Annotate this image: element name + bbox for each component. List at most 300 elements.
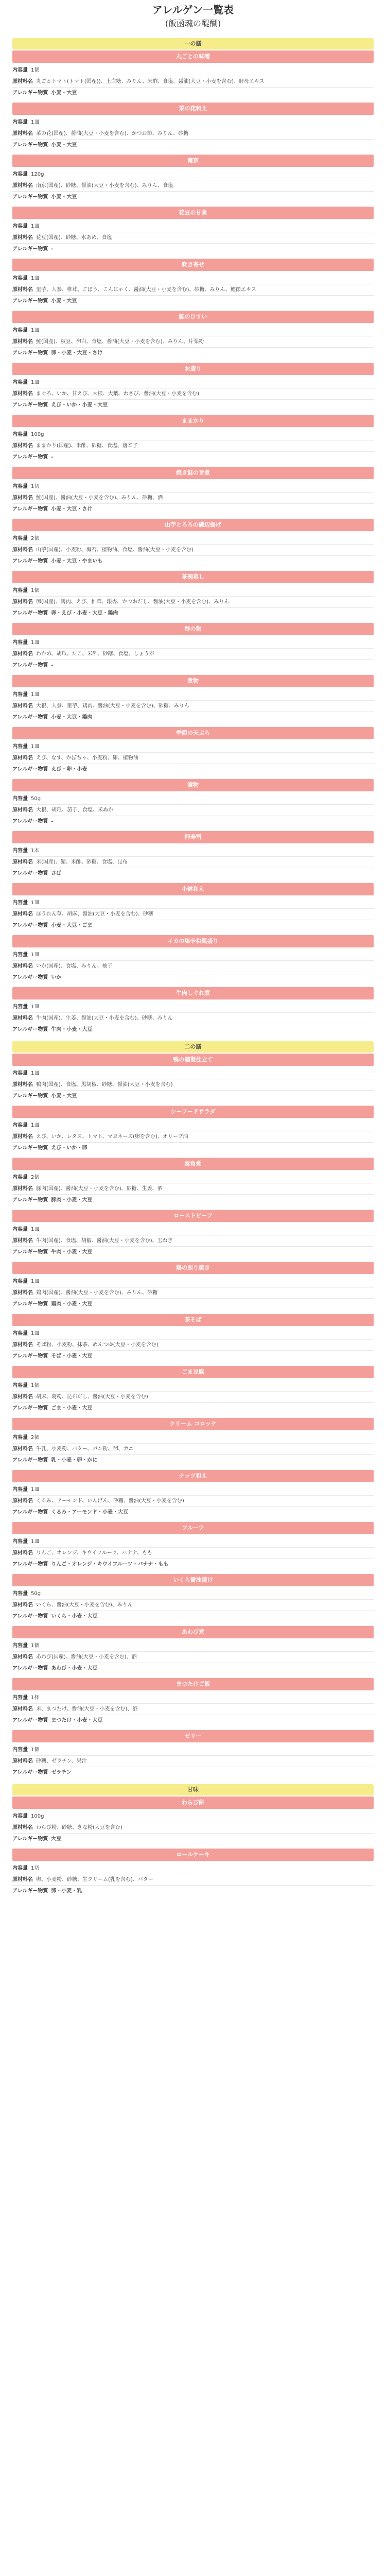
category-header: 一の膳 xyxy=(12,38,374,49)
allergen-row xyxy=(12,1194,374,1206)
product-title: 菜の花和え xyxy=(12,103,374,115)
content-value: 1皿 xyxy=(31,224,40,229)
ingredients-value: えび、いか、レタス、トマト、マヨネーズ(卵を含む)、オリーブ油 xyxy=(36,1134,188,1140)
content-row xyxy=(12,1811,374,1822)
content-label: 内容量 xyxy=(12,484,28,489)
ingredients-value: ほうれん草、胡麻、醤油(大豆・小麦を含む)、砂糖 xyxy=(36,911,153,917)
product-item xyxy=(12,1730,374,1781)
allergen-label: アレルギー物質 xyxy=(12,1027,48,1032)
product-item xyxy=(12,1470,374,1521)
allergen-value: えび・いか・卵 xyxy=(51,1145,87,1151)
ingredients-value: 鶏肉(国産)、醤油(大豆・小麦を含む)、みりん、砂糖 xyxy=(36,1290,158,1296)
allergen-value: 豚肉・小麦・大豆 xyxy=(51,1197,93,1203)
allergen-row xyxy=(12,816,374,827)
content-value: 2個 xyxy=(31,1175,40,1180)
product-details xyxy=(12,1809,374,1848)
content-value: 1皿 xyxy=(31,1004,40,1010)
allergen-value: 小麦・大豆 xyxy=(51,1093,77,1099)
product-details xyxy=(12,791,374,830)
product-item xyxy=(12,1106,374,1157)
page-header xyxy=(0,0,386,35)
product-title: 季節の天ぷら xyxy=(12,727,374,739)
content-label: 内容量 xyxy=(12,640,28,646)
ingredients-row xyxy=(12,180,374,191)
product-details xyxy=(12,323,374,362)
allergen-value: 小麦・大豆 xyxy=(51,142,77,148)
ingredients-row xyxy=(12,1183,374,1194)
content-value: 50g xyxy=(31,796,41,802)
ingredients-label: 原材料名 xyxy=(12,1186,33,1192)
ingredients-row xyxy=(12,908,374,920)
content-row xyxy=(12,1432,374,1443)
content-label: 内容量 xyxy=(12,67,28,73)
allergen-value: いくら・小麦・大豆 xyxy=(51,1614,98,1619)
content-row xyxy=(12,1588,374,1599)
content-value: 1個 xyxy=(31,67,40,73)
content-value: 1皿 xyxy=(31,1539,40,1545)
content-value: 1皿 xyxy=(31,1331,40,1336)
ingredients-row xyxy=(12,388,374,399)
allergen-value: 小麦・大豆 xyxy=(51,90,77,96)
content-row xyxy=(12,1002,374,1012)
content-row xyxy=(12,1276,374,1287)
ingredients-value: 牛乳、小麦粉、バター、パン粉、卵、カニ xyxy=(36,1446,134,1452)
product-title: 豚角煮 xyxy=(12,1158,374,1170)
product-details xyxy=(12,1378,374,1417)
product-item xyxy=(12,831,374,882)
ingredients-label: 原材料名 xyxy=(12,1825,33,1831)
ingredients-label: 原材料名 xyxy=(12,807,33,813)
allergen-row xyxy=(12,503,374,515)
product-details xyxy=(12,531,374,570)
content-label: 内容量 xyxy=(12,1814,28,1819)
allergen-value: 小麦・大豆・ごま xyxy=(51,923,93,928)
ingredients-row xyxy=(12,1131,374,1142)
product-item xyxy=(12,103,374,154)
allergen-row xyxy=(12,1715,374,1726)
product-item xyxy=(12,415,374,466)
allergen-value: - xyxy=(51,246,54,252)
allergen-row xyxy=(12,243,374,255)
content-value: 1切 xyxy=(31,484,40,489)
ingredients-label: 原材料名 xyxy=(12,703,33,709)
product-details xyxy=(12,1690,374,1729)
product-item xyxy=(12,1366,374,1417)
product-title: 小鉢和え xyxy=(12,883,374,895)
ingredients-row xyxy=(12,76,374,87)
allergen-label: アレルギー物質 xyxy=(12,246,48,252)
allergen-label: アレルギー物質 xyxy=(12,350,48,356)
allergen-value: 卵・小麦・大豆・さけ xyxy=(51,350,103,356)
content-row xyxy=(12,1640,374,1651)
allergen-label: アレルギー物質 xyxy=(12,975,48,980)
product-title: フルーツ xyxy=(12,1522,374,1534)
product-item xyxy=(12,1678,374,1729)
content-row xyxy=(12,1120,374,1131)
product-details xyxy=(12,1118,374,1157)
allergen-value: そば・小麦・大豆 xyxy=(51,1353,93,1359)
content-value: 2個 xyxy=(31,536,40,541)
product-title: ままかり xyxy=(12,415,374,427)
ingredients-label: 原材料名 xyxy=(12,495,33,501)
ingredients-label: 原材料名 xyxy=(12,1706,33,1712)
allergen-label: アレルギー物質 xyxy=(12,1614,48,1619)
content-label: 内容量 xyxy=(12,1643,28,1649)
allergen-label: アレルギー物質 xyxy=(12,611,48,616)
content-row xyxy=(12,1744,374,1755)
content-label: 内容量 xyxy=(12,692,28,698)
product-details xyxy=(12,1170,374,1209)
product-item xyxy=(12,935,374,986)
product-details xyxy=(12,271,374,310)
ingredients-row xyxy=(12,856,374,868)
ingredients-value: 鮭(国産)、醤油(大豆・小麦を含む)、みりん、砂糖、酒 xyxy=(36,495,163,501)
ingredients-row xyxy=(12,1339,374,1350)
content-value: 1皿 xyxy=(31,120,40,125)
content-label: 内容量 xyxy=(12,1175,28,1180)
content-value: 1皿 xyxy=(31,1279,40,1284)
ingredients-row xyxy=(12,804,374,816)
ingredients-row xyxy=(12,440,374,451)
ingredients-label: 原材料名 xyxy=(12,183,33,189)
ingredients-row xyxy=(12,1599,374,1611)
content-label: 内容量 xyxy=(12,380,28,385)
content-row xyxy=(12,1484,374,1495)
ingredients-value: 牛肉(国産)、生姜、醤油(大豆・小麦を含む)、砂糖、みりん xyxy=(36,1015,173,1021)
allergen-value: えび・卵・小麦 xyxy=(51,767,87,772)
content-value: 1皿 xyxy=(31,640,40,646)
allergen-value: りんご・オレンジ・キウイフルーツ・バナナ・もも xyxy=(51,1562,169,1567)
ingredients-label: 原材料名 xyxy=(12,79,33,84)
ingredients-row xyxy=(12,1012,374,1024)
product-item xyxy=(12,207,374,258)
allergen-row xyxy=(12,1558,374,1570)
product-item xyxy=(12,623,374,674)
content-row xyxy=(12,1328,374,1339)
product-details xyxy=(12,1861,374,1900)
allergen-value: くるみ・アーモンド・小麦・大豆 xyxy=(51,1510,129,1515)
allergen-row xyxy=(12,1246,374,1258)
allergen-label: アレルギー物質 xyxy=(12,1836,48,1842)
product-title: 茶そば xyxy=(12,1314,374,1326)
ingredients-value: まぐろ、いか、甘えび、大根、大葉、わさび、醤油(大豆・小麦を含む) xyxy=(36,391,200,397)
content-label: 内容量 xyxy=(12,796,28,802)
ingredients-value: あわび(国産)、醤油(大豆・小麦を含む)、酒 xyxy=(36,1654,137,1660)
allergen-value: 卵・小麦・乳 xyxy=(51,1888,82,1894)
allergen-row xyxy=(12,1663,374,1674)
product-title: あわび煮 xyxy=(12,1626,374,1638)
content-label: 内容量 xyxy=(12,1071,28,1076)
allergen-value: ゼラチン xyxy=(51,1770,72,1775)
allergen-row xyxy=(12,1767,374,1778)
ingredients-value: 菜の花(国産)、醤油(大豆・小麦を含む)、かつお節、みりん、砂糖 xyxy=(36,131,189,137)
product-details xyxy=(12,1586,374,1625)
ingredients-value: 胡麻、葛粉、昆布だし、醤油(大豆・小麦を含む) xyxy=(36,1394,148,1400)
allergen-value: 小麦・大豆・鶏肉 xyxy=(51,715,93,720)
content-value: 1皿 xyxy=(31,328,40,333)
allergen-label: アレルギー物質 xyxy=(12,1888,48,1894)
allergen-label: アレルギー物質 xyxy=(12,142,48,148)
allergen-label: アレルギー物質 xyxy=(12,1718,48,1723)
content-row xyxy=(12,1172,374,1183)
ingredients-label: 原材料名 xyxy=(12,599,33,605)
product-details xyxy=(12,687,374,726)
content-row xyxy=(12,169,374,180)
allergen-row xyxy=(12,1833,374,1844)
ingredients-label: 原材料名 xyxy=(12,1238,33,1244)
product-title: 鶏の照り焼き xyxy=(12,1262,374,1274)
product-details xyxy=(12,895,374,934)
product-details xyxy=(12,843,374,882)
allergen-row xyxy=(12,1142,374,1154)
allergen-row xyxy=(12,399,374,411)
content-label: 内容量 xyxy=(12,536,28,541)
allergen-label: アレルギー物質 xyxy=(12,1353,48,1359)
ingredients-value: 南京(国産)、砂糖、醤油(大豆・小麦を含む)、みりん、食塩 xyxy=(36,183,173,189)
content-label: 内容量 xyxy=(12,1331,28,1336)
product-item xyxy=(12,363,374,414)
content-label: 内容量 xyxy=(12,1004,28,1010)
content-value: 1個 xyxy=(31,1643,40,1649)
content-value: 1個 xyxy=(31,1383,40,1388)
product-item xyxy=(12,1418,374,1469)
ingredients-label: 原材料名 xyxy=(12,755,33,761)
ingredients-label: 原材料名 xyxy=(12,1134,33,1140)
product-item xyxy=(12,50,374,101)
product-item xyxy=(12,1054,374,1105)
product-title: わらび餅 xyxy=(12,1797,374,1809)
content-value: 1本 xyxy=(31,848,40,854)
product-item xyxy=(12,571,374,622)
allergen-value: 小麦・大豆・やまいも xyxy=(51,558,103,564)
allergen-row xyxy=(12,764,374,775)
ingredients-row xyxy=(12,544,374,555)
ingredients-row xyxy=(12,1874,374,1885)
allergen-label: アレルギー物質 xyxy=(12,1666,48,1671)
product-item xyxy=(12,155,374,206)
ingredients-row xyxy=(12,492,374,503)
product-item xyxy=(12,1314,374,1365)
product-title: ロールケーキ xyxy=(12,1849,374,1861)
allergen-row xyxy=(12,555,374,567)
content-value: 1皿 xyxy=(31,952,40,958)
allergen-value: さば xyxy=(51,871,62,876)
ingredients-value: 山芋(国産)、小麦粉、海苔、植物油、食塩、醤油(大豆・小麦を含む) xyxy=(36,547,194,553)
ingredients-value: 卵(国産)、鶏肉、えび、椎茸、銀杏、かつおだし、醤油(大豆・小麦を含む)、みりん xyxy=(36,599,230,605)
content-row xyxy=(12,325,374,336)
content-value: 1皿 xyxy=(31,692,40,698)
allergen-row xyxy=(12,607,374,619)
product-title: まつたけご飯 xyxy=(12,1678,374,1690)
content-value: 1皿 xyxy=(31,380,40,385)
allergen-label: アレルギー物質 xyxy=(12,454,48,460)
allergen-label: アレルギー物質 xyxy=(12,1458,48,1463)
ingredients-label: 原材料名 xyxy=(12,1498,33,1504)
content-label: 内容量 xyxy=(12,328,28,333)
ingredients-label: 原材料名 xyxy=(12,547,33,553)
allergen-row xyxy=(12,139,374,150)
allergen-list xyxy=(0,38,386,1900)
product-title: 鴨の燻製仕立て xyxy=(12,1054,374,1066)
content-row xyxy=(12,585,374,596)
ingredients-label: 原材料名 xyxy=(12,1602,33,1608)
ingredients-row xyxy=(12,648,374,659)
content-row xyxy=(12,117,374,128)
ingredients-label: 原材料名 xyxy=(12,1877,33,1883)
content-label: 内容量 xyxy=(12,588,28,594)
ingredients-value: 花豆(国産)、砂糖、水あめ、食塩 xyxy=(36,235,112,241)
ingredients-value: 鮭(国産)、枝豆、卵白、食塩、醤油(大豆・小麦を含む)、みりん、片栗粉 xyxy=(36,339,204,345)
content-label: 内容量 xyxy=(12,1539,28,1545)
product-details xyxy=(12,635,374,674)
allergen-row xyxy=(12,1506,374,1518)
allergen-value: 乳・小麦・卵・かに xyxy=(51,1458,98,1463)
product-details xyxy=(12,1638,374,1677)
ingredients-value: 牛肉(国産)、食塩、胡椒、醤油(大豆・小麦を含む)、玉ねぎ xyxy=(36,1238,173,1244)
allergen-label: アレルギー物質 xyxy=(12,663,48,668)
content-row xyxy=(12,950,374,960)
ingredients-row xyxy=(12,1822,374,1833)
product-details xyxy=(12,115,374,154)
ingredients-value: 里芋、人参、椎茸、ごぼう、こんにゃく、醤油(大豆・小麦を含む)、砂糖、みりん、鰹節エキス xyxy=(36,287,256,293)
allergen-label: アレルギー物質 xyxy=(12,1197,48,1203)
product-item xyxy=(12,519,374,570)
product-title: ローストビーフ xyxy=(12,1210,374,1222)
ingredients-row xyxy=(12,1235,374,1246)
product-title: イカの塩辛和風盛り xyxy=(12,935,374,947)
allergen-row xyxy=(12,1298,374,1310)
allergen-label: アレルギー物質 xyxy=(12,90,48,96)
content-value: 1切 xyxy=(31,1866,40,1871)
ingredients-value: いか(国産)、食塩、みりん、柚子 xyxy=(36,963,113,969)
content-label: 内容量 xyxy=(12,172,28,177)
content-row xyxy=(12,481,374,492)
allergen-label: アレルギー物質 xyxy=(12,1770,48,1775)
ingredients-label: 原材料名 xyxy=(12,1550,33,1556)
allergen-value: 小麦・大豆・さけ xyxy=(51,506,93,512)
category-header: 二の膳 xyxy=(12,1041,374,1053)
ingredients-label: 原材料名 xyxy=(12,131,33,137)
content-value: 1皿 xyxy=(31,276,40,281)
product-title: 焼き鮭の旨煮 xyxy=(12,467,374,479)
product-title: お造り xyxy=(12,363,374,375)
ingredients-label: 原材料名 xyxy=(12,1082,33,1088)
content-value: 1皿 xyxy=(31,1123,40,1128)
content-row xyxy=(12,1068,374,1079)
allergen-label: アレルギー物質 xyxy=(12,194,48,200)
ingredients-value: 大根、人参、里芋、鶏肉、醤油(大豆・小麦を含む)、砂糖、みりん xyxy=(36,703,189,709)
allergen-label: アレルギー物質 xyxy=(12,1249,48,1255)
product-item xyxy=(12,727,374,778)
allergen-value: - xyxy=(51,819,54,824)
product-details xyxy=(12,167,374,206)
product-details xyxy=(12,1742,374,1781)
ingredients-label: 原材料名 xyxy=(12,339,33,345)
content-value: 120g xyxy=(31,172,44,177)
allergen-row xyxy=(12,1090,374,1101)
ingredients-label: 原材料名 xyxy=(12,235,33,241)
content-value: 1皿 xyxy=(31,1071,40,1076)
content-row xyxy=(12,65,374,76)
content-value: 100g xyxy=(31,1814,44,1819)
product-item xyxy=(12,467,374,518)
allergen-row xyxy=(12,295,374,307)
allergen-value: 小麦・大豆 xyxy=(51,194,77,200)
allergen-label: アレルギー物質 xyxy=(12,1145,48,1151)
allergen-value: まつたけ・小麦・大豆 xyxy=(51,1718,103,1723)
allergen-row xyxy=(12,1350,374,1362)
ingredients-value: 豚肉(国産)、醤油(大豆・小麦を含む)、砂糖、生姜、酒 xyxy=(36,1186,163,1192)
content-row xyxy=(12,1863,374,1874)
ingredients-value: 砂糖、ゼラチン、果汁 xyxy=(36,1758,87,1764)
content-label: 内容量 xyxy=(12,432,28,437)
product-title: 花豆の甘煮 xyxy=(12,207,374,219)
product-title: ゼリー xyxy=(12,1730,374,1742)
ingredients-label: 原材料名 xyxy=(12,911,33,917)
product-details xyxy=(12,427,374,466)
ingredients-row xyxy=(12,1755,374,1767)
product-item xyxy=(12,883,374,934)
ingredients-label: 原材料名 xyxy=(12,1654,33,1660)
product-details xyxy=(12,1326,374,1365)
allergen-row xyxy=(12,191,374,202)
page-title: アレルゲン一覧表 xyxy=(152,4,234,16)
content-row xyxy=(12,221,374,232)
content-row xyxy=(12,897,374,908)
allergen-label: アレルギー物質 xyxy=(12,298,48,304)
ingredients-label: 原材料名 xyxy=(12,1758,33,1764)
ingredients-label: 原材料名 xyxy=(12,651,33,657)
ingredients-value: ままかり(国産)、米酢、砂糖、食塩、唐辛子 xyxy=(36,443,138,449)
ingredients-row xyxy=(12,1079,374,1090)
product-details xyxy=(12,1534,374,1573)
ingredients-label: 原材料名 xyxy=(12,1015,33,1021)
ingredients-value: そば粉、小麦粉、抹茶、めんつゆ(大豆・小麦を含む) xyxy=(36,1342,159,1348)
allergen-label: アレルギー物質 xyxy=(12,1510,48,1515)
ingredients-label: 原材料名 xyxy=(12,391,33,397)
ingredients-row xyxy=(12,336,374,347)
allergen-label: アレルギー物質 xyxy=(12,819,48,824)
allergen-label: アレルギー物質 xyxy=(12,871,48,876)
product-details xyxy=(12,219,374,258)
allergen-row xyxy=(12,1454,374,1466)
ingredients-value: りんご、オレンジ、キウイフルーツ、バナナ、もも xyxy=(36,1550,152,1556)
product-title: 漬物 xyxy=(12,779,374,791)
content-label: 内容量 xyxy=(12,1695,28,1701)
allergen-value: いか xyxy=(51,975,62,980)
content-row xyxy=(12,1692,374,1703)
product-item xyxy=(12,1522,374,1573)
product-item xyxy=(12,1797,374,1848)
content-row xyxy=(12,689,374,700)
product-title: クリーム コロッケ xyxy=(12,1418,374,1430)
allergen-label: アレルギー物質 xyxy=(12,715,48,720)
product-title: 鮭のひすい xyxy=(12,311,374,323)
product-title: ごま豆腐 xyxy=(12,1366,374,1378)
allergen-label: アレルギー物質 xyxy=(12,1301,48,1307)
content-label: 内容量 xyxy=(12,276,28,281)
content-row xyxy=(12,1224,374,1235)
product-item xyxy=(12,1626,374,1677)
content-row xyxy=(12,533,374,544)
content-label: 内容量 xyxy=(12,848,28,854)
product-item xyxy=(12,1210,374,1261)
page-subtitle: (飯函魂の醍醐) xyxy=(165,19,221,28)
allergen-label: アレルギー物質 xyxy=(12,1405,48,1411)
product-details xyxy=(12,1274,374,1313)
allergen-value: 牛肉・小麦・大豆 xyxy=(51,1249,93,1255)
content-label: 内容量 xyxy=(12,1487,28,1493)
